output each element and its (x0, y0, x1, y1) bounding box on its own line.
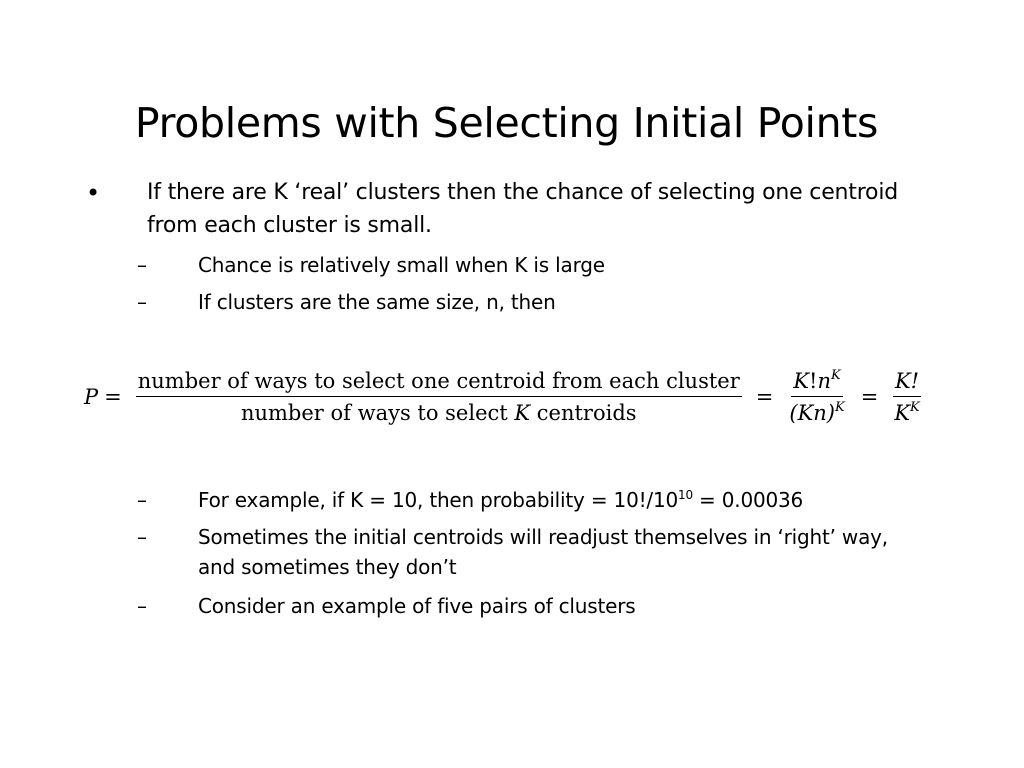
sub-bullet-text: For example, if K = 10, then probability = $10!/10^{10} = 0.00036$ (198, 488, 804, 512)
probability-formula (84, 362, 944, 432)
sub-bullet (0, 250, 1000, 284)
fraction-numerator: $K!n^K$ (791, 369, 842, 397)
fraction-denominator: $(Kn)^K$ (789, 400, 845, 425)
sub-bullet-text: If clusters are the same size, n, then (198, 290, 556, 314)
bullet-text: If there are K ‘real’ clusters then the chance of selecting one centroid from each cluster is small. (147, 180, 898, 238)
fraction-denominator: $K^K$ (894, 400, 920, 425)
fraction-ways (136, 369, 742, 425)
dash-icon: – (137, 488, 147, 512)
formula-equals: = (860, 385, 879, 409)
slide-title: Problems with Selecting Initial Points (134, 99, 879, 147)
sub-bullet (0, 522, 1000, 586)
bullet-dot-icon: • (86, 179, 101, 207)
fraction-denominator: number of ways to select K centroids (240, 401, 637, 425)
fraction-simplified (892, 369, 921, 425)
dash-icon: – (137, 594, 147, 618)
formula-lhs: P (84, 385, 99, 409)
sub-bullet-text: Sometimes the initial centroids will readjust themselves in ‘right’ way, and sometimes they don’t (198, 525, 888, 579)
dash-icon: – (137, 290, 147, 314)
fraction-numerator: K! (893, 369, 921, 397)
formula-equals: = (104, 385, 122, 409)
sub-bullet (0, 591, 1000, 625)
sub-bullet-text: Chance is relatively small when K is large (198, 253, 605, 277)
sub-bullet-example (0, 485, 1000, 519)
formula-equals: = (755, 385, 774, 409)
dash-icon: – (137, 525, 147, 549)
sub-bullet-text: Consider an example of five pairs of clusters (198, 594, 636, 618)
fraction-numerator: number of ways to select one centroid from each cluster (136, 369, 742, 397)
dash-icon: – (137, 253, 147, 277)
fraction-factorial (787, 369, 846, 425)
sub-bullet (0, 287, 1000, 321)
